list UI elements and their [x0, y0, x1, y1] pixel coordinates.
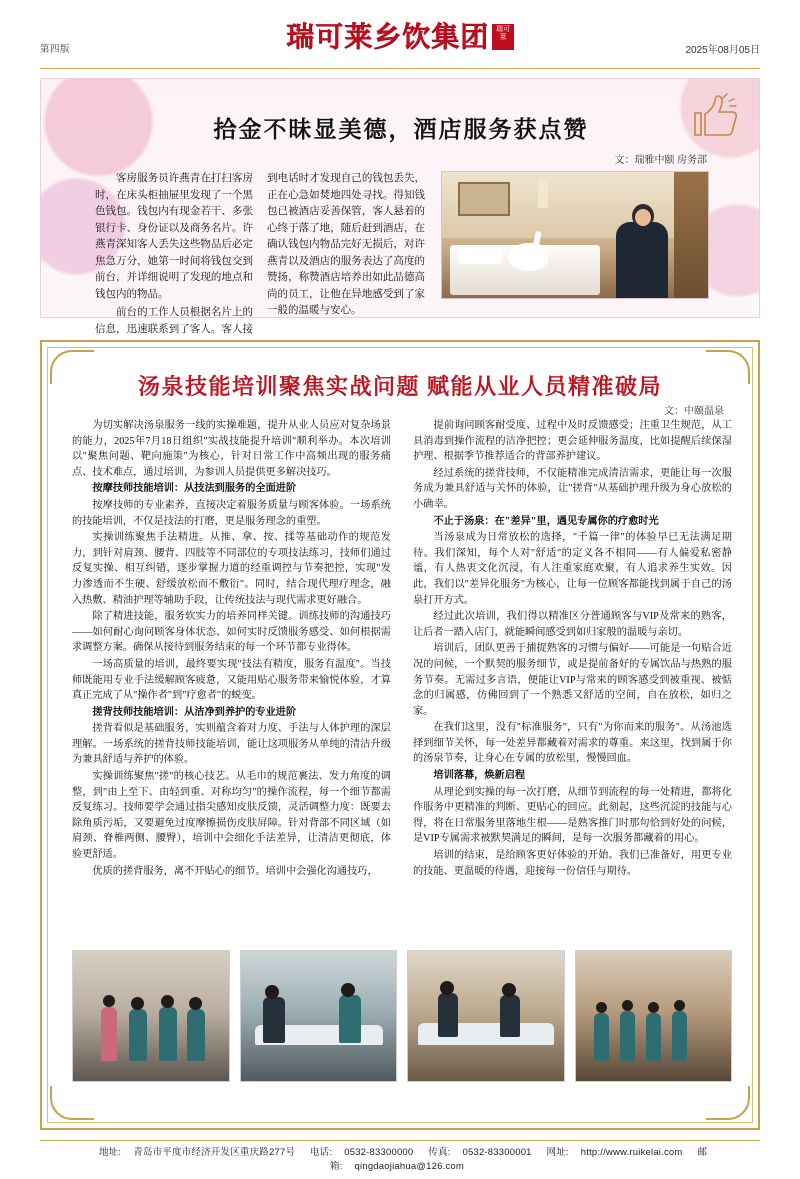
issue-date: 2025年08月05日	[685, 44, 760, 56]
frame-corner-icon	[50, 1086, 94, 1120]
training-photo-2	[240, 950, 398, 1082]
article-hotel-service	[40, 78, 760, 335]
footer-fax: 0532-83300001	[462, 1147, 532, 1158]
training-photo-4	[575, 950, 733, 1082]
article2-subheading: 不止于汤泉：在"差异"里，遇见专属你的疗愈时光	[433, 515, 659, 527]
article2-subheading: 搓背技师技能培训：从洁净到养护的专业进阶	[92, 706, 297, 718]
article1-body	[95, 171, 425, 338]
training-photo-strip	[72, 950, 732, 1082]
article2-paragraph: 除了精进技能，服务软实力的培养同样关键。训练技师的沟通技巧——如何耐心询问顾客身体状态、如何实时反馈服务感受、如何根据需求调整方案。确保从接待到服务结束的每一个环节都专业得体。	[72, 611, 391, 654]
footer-phone: 0532-83300000	[344, 1147, 414, 1158]
publication-title: 瑞可莱乡饮集团	[285, 22, 490, 53]
article2-paragraph: 实操训练聚焦"搓"的核心技艺。从毛巾的规范裹法、发力角度的调整，到"由上至下、由轻到重、对称均匀"的操作流程，每一个细节都需反复练习。技师要学会通过指尖感知皮肤反馈，灵活调整力度：既要去除角质污垢，又要避免过度摩擦损伤皮肤屏障。针对背部不同区域（如肩颈、脊椎两侧、腰臀），培训中会细化手法差异，让清洁更彻底，体验更舒适。	[72, 771, 391, 861]
article2-title: 汤泉技能培训聚焦实战问题 赋能从业人员精准破局	[137, 374, 662, 399]
article2-paragraph: 提前询问顾客耐受度、过程中及时反馈感受；注重卫生规范，从工具消毒到操作流程的洁净把控；更会延伸服务温度，比如提醒后续保湿护理、根据季节推荐适合的背部养护建议。	[413, 420, 732, 463]
article2-paragraph: 优质的搓背服务，离不开贴心的细节。培训中会强化沟通技巧，	[92, 865, 378, 877]
article2-paragraph: 一场高质量的培训，最终要实现"技法有精度，服务有温度"。当技师既能用专业手法缓解顾客疲惫，又能用贴心服务带来愉悦体验，才算真正完成了从"操作者"到"疗愈者"的蜕变。	[72, 658, 391, 702]
edition-label: 第四版	[40, 44, 71, 55]
article-hotel-service-inner	[85, 89, 717, 335]
article2-byline: 文：中颐温泉	[664, 406, 724, 417]
masthead-logo	[286, 24, 514, 52]
article2-paragraph: 为切实解决汤泉服务一线的实操难题，提升从业人员应对复杂场景的能力，2025年7月18日组织"实战技能提升培训"顺利举办。本次培训以"聚焦问题、靶向施策"为核心，针对日常工作中高频出现的服务痛点、技术难点，通过培训，为参训人员提供更多解决技巧。	[72, 420, 391, 478]
article1-photo	[441, 171, 709, 299]
article2-paragraph: 在我们这里，没有"标准服务"，只有"为你而来的服务"。从汤池选择到细节关怀，每一处差异都藏着对需求的尊重。来这里，找到属于你的汤泉节奏，让身心在专属的放松里，慢慢回血。	[413, 722, 732, 765]
article2-paragraph: 经过此次培训，我们得以精准区分普通顾客与VIP及常来的熟客，让后者一踏入店门，就能瞬间感受到如归家般的温暖与亲切。	[413, 611, 732, 638]
article2-paragraph: 培训后，团队更善于捕捉熟客的习惯与偏好——可能是一句贴合近况的问候，一个默契的服务细节，或是提前备好的专属饮品与热熟的服务节奏。无需过多言语，便能让VIP与常来的顾客感受到被重视、被惦念的归属感，仿佛回到了一个熟悉又舒适的空间，自在放松，如归之家。	[413, 643, 732, 717]
article2-columns	[72, 418, 732, 948]
article2-paragraph: 实操训练聚焦手法精进。从推、拿、按、揉等基础动作的规范发力，到针对肩颈、腰背、四肢等不同部位的专项技法练习，技师们通过反复实操、相互纠错，逐步掌握力道的经重调控与节奏把控，实现"发力渗透而不生硬、舒缓放松而不敷衍"。同时，结合现代理疗理念，融入热敷、精油护理等辅助手段，让传统技法与现代需求更好融合。	[72, 532, 391, 606]
footer-address: 青岛市平度市经济开发区重庆路277号	[133, 1147, 296, 1158]
footer-phone-label: 电话:	[309, 1147, 333, 1158]
footer-website[interactable]: http://www.ruikelai.com	[580, 1147, 683, 1158]
training-photo-1	[72, 950, 230, 1082]
frame-corner-icon	[706, 1086, 750, 1120]
article2-paragraph: 培训的结束，是给顾客更好体验的开始。我们已准备好，用更专业的技能、更温暖的待遇，迎接每一份信任与期待。	[413, 850, 732, 877]
article1-paragraph: 客房服务员许燕青在打扫客房时，在床头柜抽屉里发现了一个黑色钱包。钱包内有现金若干、多张银行卡、身份证以及商务名片。许燕青深知客人丢失这些物品后必定焦急万分，她第一时间将钱包交到前台，并详细说明了发现的地点和钱包内的物品。	[95, 173, 253, 300]
article1-title: 拾金不昧显美德，酒店服务获点赞	[213, 117, 589, 142]
header-divider	[40, 68, 760, 69]
seal-icon: 瑞可莱	[492, 24, 514, 50]
article2-left-column	[72, 418, 391, 948]
footer-address-label: 地址:	[98, 1147, 122, 1158]
masthead	[40, 22, 760, 68]
article2-paragraph: 按摩技师的专业素养，直接决定着服务质量与顾客体验。一场系统的技能培训，不仅是技法的打磨，更是服务理念的重塑。	[72, 499, 391, 527]
article-spa-training	[40, 340, 760, 1130]
footer-email-label: 邮箱:	[330, 1147, 708, 1172]
article2-right-column	[413, 418, 732, 948]
article2-paragraph: 当汤泉成为日常放松的选择，"千篇一律"的体验早已无法满足期待。我们深知，每个人对"舒适"的定义各不相同——有人偏爱私密静谧，有人热衷文化沉浸，有人注重家庭欢聚，有人追求养生实效。因此，我们以"差异化服务"为核心，让每一位顾客都能找到属于自己的汤泉打开方式。	[413, 532, 732, 606]
footer-website-label: 网址:	[546, 1147, 569, 1158]
footer-fax-label: 传真:	[428, 1147, 451, 1158]
training-photo-3	[407, 950, 565, 1082]
article1-byline: 文：瑞雅中颐 房务部	[614, 155, 707, 166]
footer-email[interactable]: qingdaojiahua@126.com	[354, 1161, 464, 1172]
article1-paragraph: 前台的工作人员根据名片上的信息，迅速联系到了客人。客人接到电话时才发现自己的钱包丢失，正在心急如焚地四处寻找。得知钱包已被酒店妥善保管，客人悬着的心终于落了地，随后赶到酒店，在确认钱包内物品完好无损后，对许燕青以及酒店的服务表达了高度的赞扬，称赞酒店培养出如此品德高尚的员工，让他在异地感受到了家一般的温暖与安心。	[95, 173, 425, 335]
footer-contact	[40, 1144, 760, 1172]
footer-divider	[40, 1140, 760, 1141]
article2-paragraph: 搓背看似是基础服务，实则蕴含着对力度、手法与人体护理的深层理解。一场系统的搓背技师技能培训，能让这项服务从单纯的清洁升级为兼具舒适与养护的体验。	[72, 723, 391, 766]
article2-subheading: 按摩技师技能培训：从技法到服务的全面进阶	[92, 483, 297, 495]
article2-paragraph: 经过系统的搓背技师，不仅能精准完成清洁需求，更能让每一次服务成为兼具舒适与关怀的体验，让"搓背"从基础护理升级为身心放松的小确幸。	[413, 467, 732, 510]
article2-subheading: 培训落幕，焕新启程	[433, 770, 526, 782]
article2-paragraph: 从理论到实操的每一次打磨，从细节到流程的每一处精进，都将化作服务中更精准的判断、更贴心的回应。此刻起，这些沉淀的技能与心得，将在日常服务里落地生根——是熟客推门时那句恰到好处的问候，是VIP专属需求被默契满足的瞬间，是每一次服务都藏着的用心。	[413, 786, 732, 845]
